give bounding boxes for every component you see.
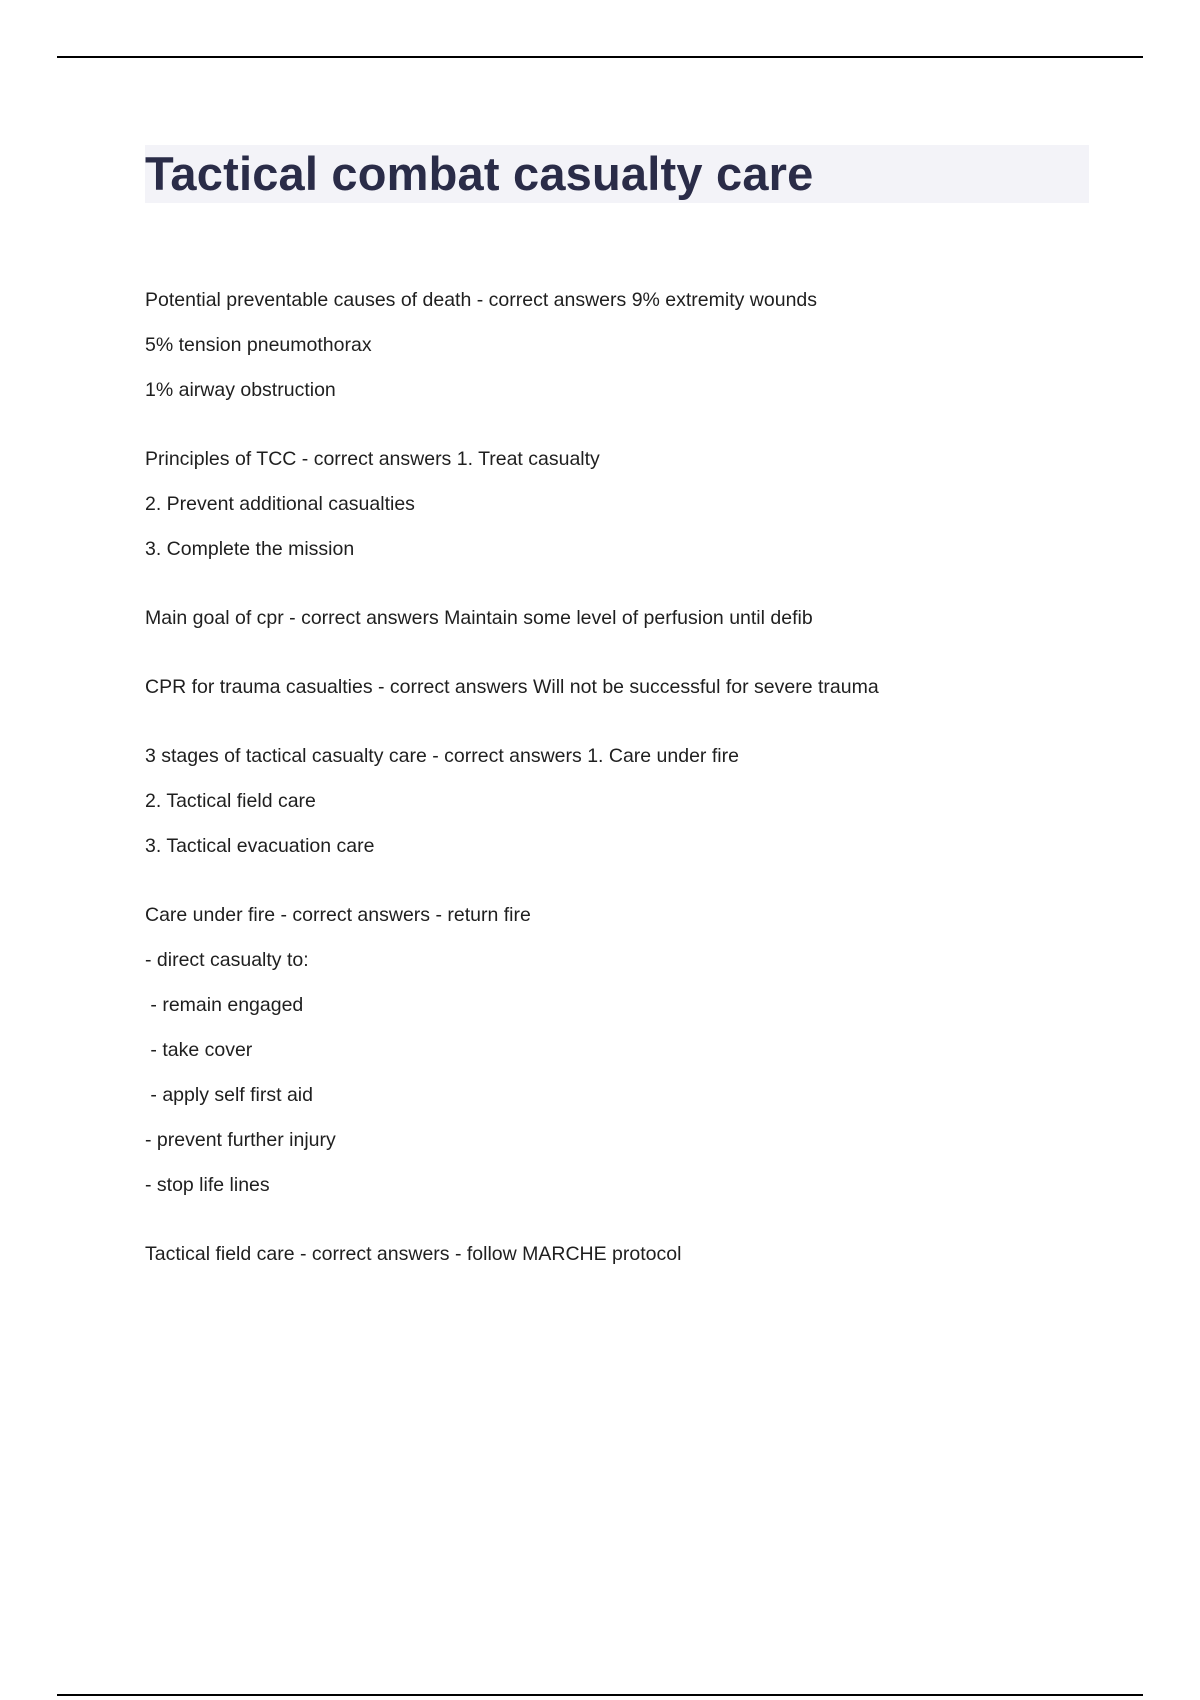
document-title: Tactical combat casualty care	[145, 147, 814, 200]
qa-question-line	[145, 288, 1105, 312]
qa-question-line	[145, 903, 1105, 927]
qa-answer-line: 3. Complete the mission	[145, 538, 355, 560]
qa-item	[145, 288, 1105, 402]
qa-question: Main goal of cpr	[145, 607, 284, 629]
qa-answer: Maintain some level of perfusion until defib	[444, 607, 813, 629]
qa-question-line	[145, 447, 1105, 471]
qa-list	[145, 288, 1105, 1311]
qa-separator: - correct answers	[372, 676, 533, 698]
qa-item	[145, 903, 1105, 1197]
qa-answer: 1. Treat casualty	[456, 448, 600, 470]
qa-answer: - follow MARCHE protocol	[454, 1243, 682, 1265]
qa-question: Care under fire	[145, 904, 276, 926]
qa-answer-line: 5% tension pneumothorax	[145, 334, 372, 356]
footer-rule	[57, 1694, 1143, 1696]
qa-question-line	[145, 675, 1105, 699]
qa-item	[145, 675, 1105, 699]
qa-answer-line: - direct casualty to:	[145, 949, 309, 971]
qa-answer: 1. Care under fire	[587, 745, 739, 767]
qa-answer-line: - stop life lines	[145, 1174, 270, 1196]
qa-question: Tactical field care	[145, 1243, 295, 1265]
qa-question: Principles of TCC	[145, 448, 297, 470]
qa-answer-line: 3. Tactical evacuation care	[145, 835, 375, 857]
qa-item	[145, 1242, 1105, 1266]
qa-separator: - correct answers	[296, 448, 457, 470]
qa-separator: - correct answers	[283, 607, 445, 629]
qa-separator: - correct answers	[471, 289, 632, 311]
qa-answer-line: - remain engaged	[145, 994, 304, 1016]
qa-question-line	[145, 1242, 1105, 1266]
qa-answer-line: 2. Prevent additional casualties	[145, 493, 415, 515]
qa-question: 3 stages of tactical casualty care	[145, 745, 427, 767]
qa-item	[145, 447, 1105, 561]
qa-separator: - correct answers	[275, 904, 436, 926]
qa-question-line	[145, 744, 1105, 768]
qa-answer-line: 1% airway obstruction	[145, 379, 336, 401]
qa-answer: 9% extremity wounds	[631, 289, 818, 311]
qa-separator: - correct answers	[294, 1243, 455, 1265]
qa-answer-line: - take cover	[145, 1039, 253, 1061]
qa-answer-line: - apply self first aid	[145, 1084, 313, 1106]
qa-question-line	[145, 606, 1105, 630]
qa-separator: - correct answers	[426, 745, 588, 767]
header-rule	[57, 56, 1143, 58]
qa-question: CPR for trauma casualties	[145, 676, 373, 698]
qa-answer: Will not be successful for severe trauma	[532, 676, 879, 698]
qa-answer-line: - prevent further injury	[145, 1129, 336, 1151]
qa-question: Potential preventable causes of death	[145, 289, 472, 311]
qa-item	[145, 744, 1105, 858]
qa-item	[145, 606, 1105, 630]
qa-answer-line: 2. Tactical field care	[145, 790, 316, 812]
qa-answer: - return fire	[435, 904, 531, 926]
